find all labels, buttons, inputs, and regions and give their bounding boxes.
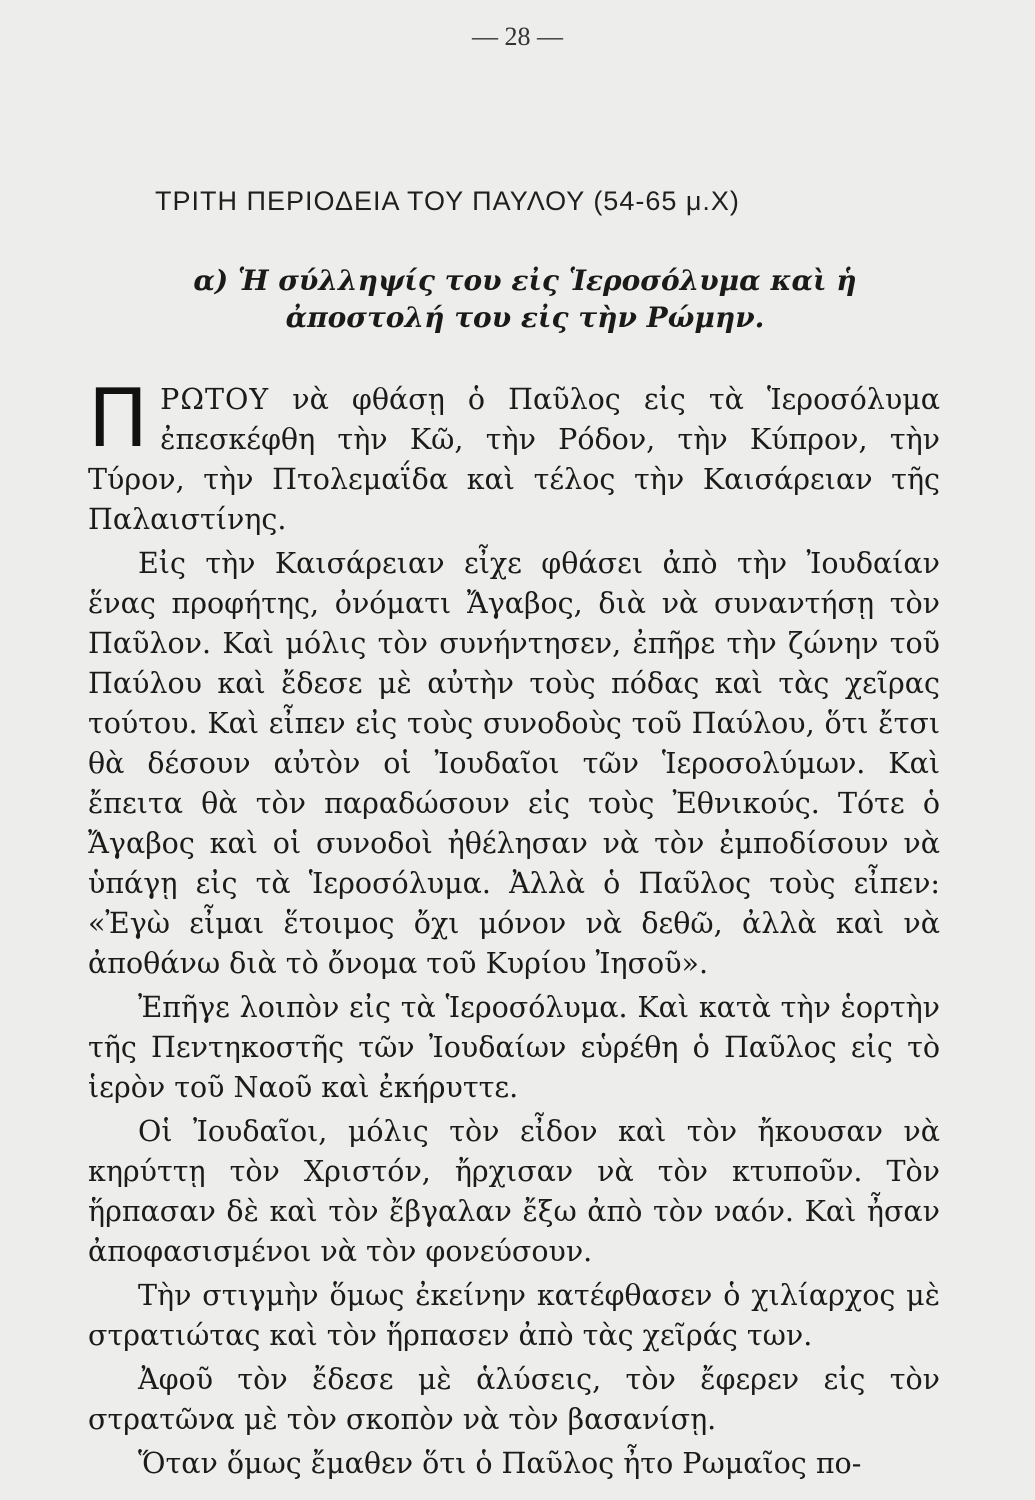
body-text xyxy=(88,372,940,1488)
paragraph-7: Ὅταν ὅμως ἔμαθεν ὅτι ὁ Παῦλος ἦτο Ρωμαῖος πο- xyxy=(138,1447,862,1480)
paragraph-6: Ἀφοῦ τὸν ἔδεσε μὲ ἁλύσεις, τὸν ἔφερεν εἰς τὸν στρατῶνα μὲ τὸν σκοπὸν νὰ τὸν βασανίσῃ. xyxy=(88,1363,940,1436)
paragraph-1-lead: ΡΩΤΟΥ xyxy=(160,383,270,416)
paragraph-3: Ἐπῆγε λοιπὸν εἰς τὰ Ἱεροσόλυμα. Καὶ κατὰ τὴν ἑορτὴν τῆς Πεντηκοστῆς τῶν Ἰουδαίων εὑρέθη ὁ Παῦλος εἰς τὸ ἱερὸν τοῦ Ναοῦ καὶ ἐκήρυττε. xyxy=(88,991,940,1104)
page-number: — 28 — xyxy=(472,22,563,51)
chapter-title: ΤΡΙΤΗ ΠΕΡΙΟΔΕΙΑ ΤΟΥ ΠΑΥΛΟΥ (54-65 μ.Χ) xyxy=(155,186,740,216)
paragraph-5: Τὴν στιγμὴν ὅμως ἐκείνην κατέφθασεν ὁ χιλίαρχος μὲ στρατιώτας καὶ τὸν ἥρπασεν ἀπὸ τὰς χεῖράς των. xyxy=(88,1279,940,1352)
paragraph-4: Οἱ Ἰουδαῖοι, μόλις τὸν εἶδον καὶ τὸν ἤκουσαν νὰ κηρύττῃ τὸν Χριστόν, ἤρχισαν νὰ τὸν κτυποῦν. Τὸν ἥρπασαν δὲ καὶ τὸν ἔβγαλαν ἔξω ἀπὸ τὸν ναόν. Καὶ ἦσαν ἀποφασισμένοι νὰ τὸν φονεύσουν. xyxy=(88,1115,940,1268)
section-title: α) Ἡ σύλληψίς του εἰς Ἱεροσόλυμα καὶ ἡ ἀποστολή του εἰς τὴν Ρώμην. xyxy=(193,264,857,334)
paragraph-2: Εἰς τὴν Καισάρειαν εἶχε φθάσει ἀπὸ τὴν Ἰουδαίαν ἕνας προφήτης, ὀνόματι Ἄγαβος, διὰ νὰ συναντήσῃ τὸν Παῦλον. Καὶ μόλις τὸν συνήντησεν, ἐπῆρε τὴν ζώνην τοῦ Παύλου καὶ ἔδεσε μὲ αὐτὴν τοὺς πόδας καὶ τὰς χεῖρας τούτου. Καὶ εἶπεν εἰς τοὺς συνοδοὺς τοῦ Παύλου, ὅτι ἔτσι θὰ δέσουν αὐτὸν οἱ Ἰουδαῖοι τῶν Ἱεροσολύμων. Καὶ ἔπειτα θὰ τὸν παραδώσουν εἰς τοὺς Ἐθνικούς. Τότε ὁ Ἄγαβος καὶ οἱ συνοδοὶ ἠθέλησαν νὰ τὸν ἐμποδίσουν νὰ ὑπάγῃ εἰς τὰ Ἱεροσόλυμα. Ἀλλὰ ὁ Παῦλος τοὺς εἶπεν: «Ἐγὼ εἶμαι ἕτοιμος ὄχι μόνον νὰ δεθῶ, ἀλλὰ καὶ νὰ ἀποθάνω διὰ τὸ ὄνομα τοῦ Κυρίου Ἰησοῦ». xyxy=(88,547,940,980)
paragraph-1 xyxy=(88,372,940,540)
paragraph-1-text: νὰ φθάσῃ ὁ Παῦλος εἰς τὰ Ἱεροσόλυμα ἐπεσκέφθη τὴν Κῶ, τὴν Ρόδον, τὴν Κύπρον, τὴν Τύρον, τὴν Πτολεμαΐδα καὶ τέλος τὴν Καισάρειαν τῆς Παλαιστίνης. xyxy=(88,383,940,536)
drop-cap: Π xyxy=(88,372,149,465)
